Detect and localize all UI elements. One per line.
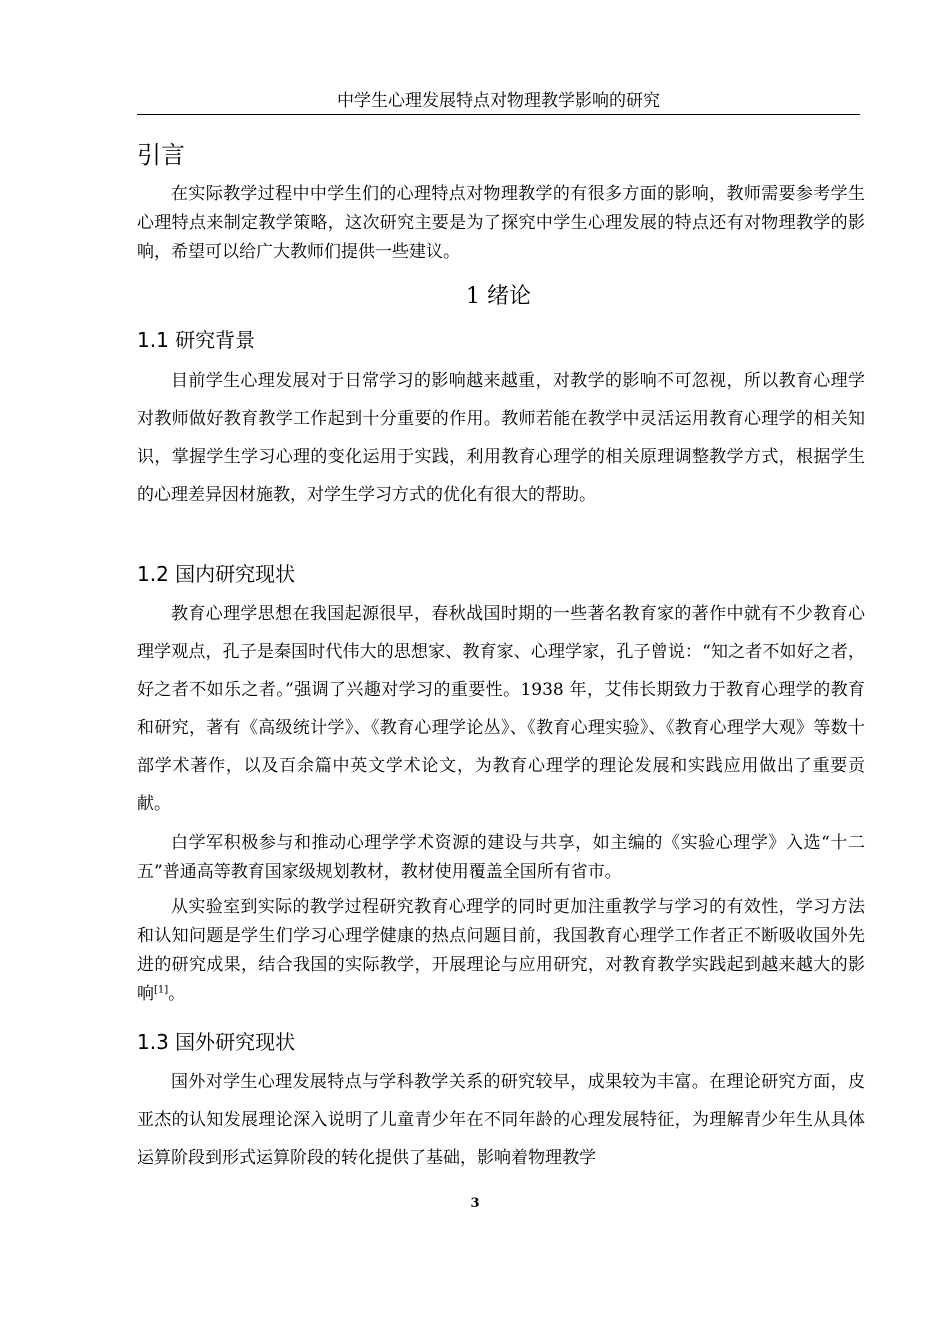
text-run: 运用于实践，	[362, 447, 467, 467]
section-heading-1-3: 1.3 国外研究现状	[137, 1030, 296, 1054]
citation-marker: [1]	[154, 984, 169, 996]
text-run: 。	[168, 984, 186, 1004]
chapter-heading: 1 绪论	[466, 284, 531, 309]
text-run: 知识，	[137, 409, 865, 467]
section-1-1-paragraph	[137, 362, 865, 514]
running-header: 中学生心理发展特点对物理教学影响的研究	[337, 91, 660, 111]
section-1-2-paragraph-3	[137, 893, 865, 1009]
text-run: 从实验室到实际的教学过程研究教育心理学的同时更加注重教学与学习的有效性，学习方法和认知问题是学生们学习心理学健康的热点问题目前，我国教育心理学工作者正不断吸收国外先进的研究成果，结合我国的实际教学，开展理论与应用研究，对教育教学实践起到越来越大的影响	[137, 897, 865, 1004]
text-run: 根据学生的心理差异因材施教，对学生学习方式的优化有很大的帮助。	[137, 447, 866, 505]
page-number: 3	[470, 1196, 480, 1211]
text-run: 目前学生心理发展对于日常学习的影响越来越重，对教学的影响不可忽视，所以	[171, 371, 779, 391]
section-1-3-paragraph: 国外对学生心理发展特点与学科教学关系的研究较早，成果较为丰富。在理论研究方面，皮亚杰的认知发展理论深入说明了儿童青少年在不同年龄的心理发展特征，为理解青少年生从具体运算阶段到形式运算阶段的转化提供了基础，影响着物理教学	[137, 1072, 865, 1168]
section-heading-1-2: 1.2 国内研究现状	[137, 562, 296, 586]
emphasis-run: 利用教育心理学的相关原理调整教学方式，	[466, 447, 797, 467]
intro-paragraph: 在实际教学过程中中学生们的心理特点对物理教学的有很多方面的影响，教师需要参考学生心理特点来制定教学策略，这次研究主要是为了探究中学生心理发展的特点还有对物理教学的影响，希望可以给广大教师们提供一些建议。	[137, 184, 865, 262]
emphasis-run: 掌握学生学习心理的变化	[171, 447, 363, 467]
intro-heading: 引言	[137, 141, 185, 169]
section-1-2-paragraph-2: 白学军积极参与和推动心理学学术资源的建设与共享，如主编的《实验心理学》入选“十二五”普通高等教育国家级规划教材，教材使用覆盖全国所有省市。	[137, 833, 865, 882]
header-rule	[137, 114, 860, 115]
section-heading-1-1: 1.1 研究背景	[137, 328, 256, 352]
section-1-2-paragraph-1: 教育心理学思想在我国起源很早，春秋战国时期的一些著名教育家的著作中就有不少教育心理学观点，孔子是秦国时代伟大的思想家、教育家、心理学家，孔子曾说：“知之者不如好之者，好之者不如乐之者。”强调了兴趣对学习的重要性。1938 年，艾伟长期致力于教育心理学的教育和研究，著有《高级统计学》、《教育心理学论丛》、《教育心理实验》、《教育心理学大观》等数十部学术著作，以及百余篇中英文学术论文，为教育心理学的理论发展和实践应用做出了重要贡献。	[137, 604, 865, 814]
emphasis-run: 教育心理学对教师做好教育教学工作起到十分重要的作用。教师若能在教学中灵活运用教育心理学的相关	[137, 371, 865, 429]
